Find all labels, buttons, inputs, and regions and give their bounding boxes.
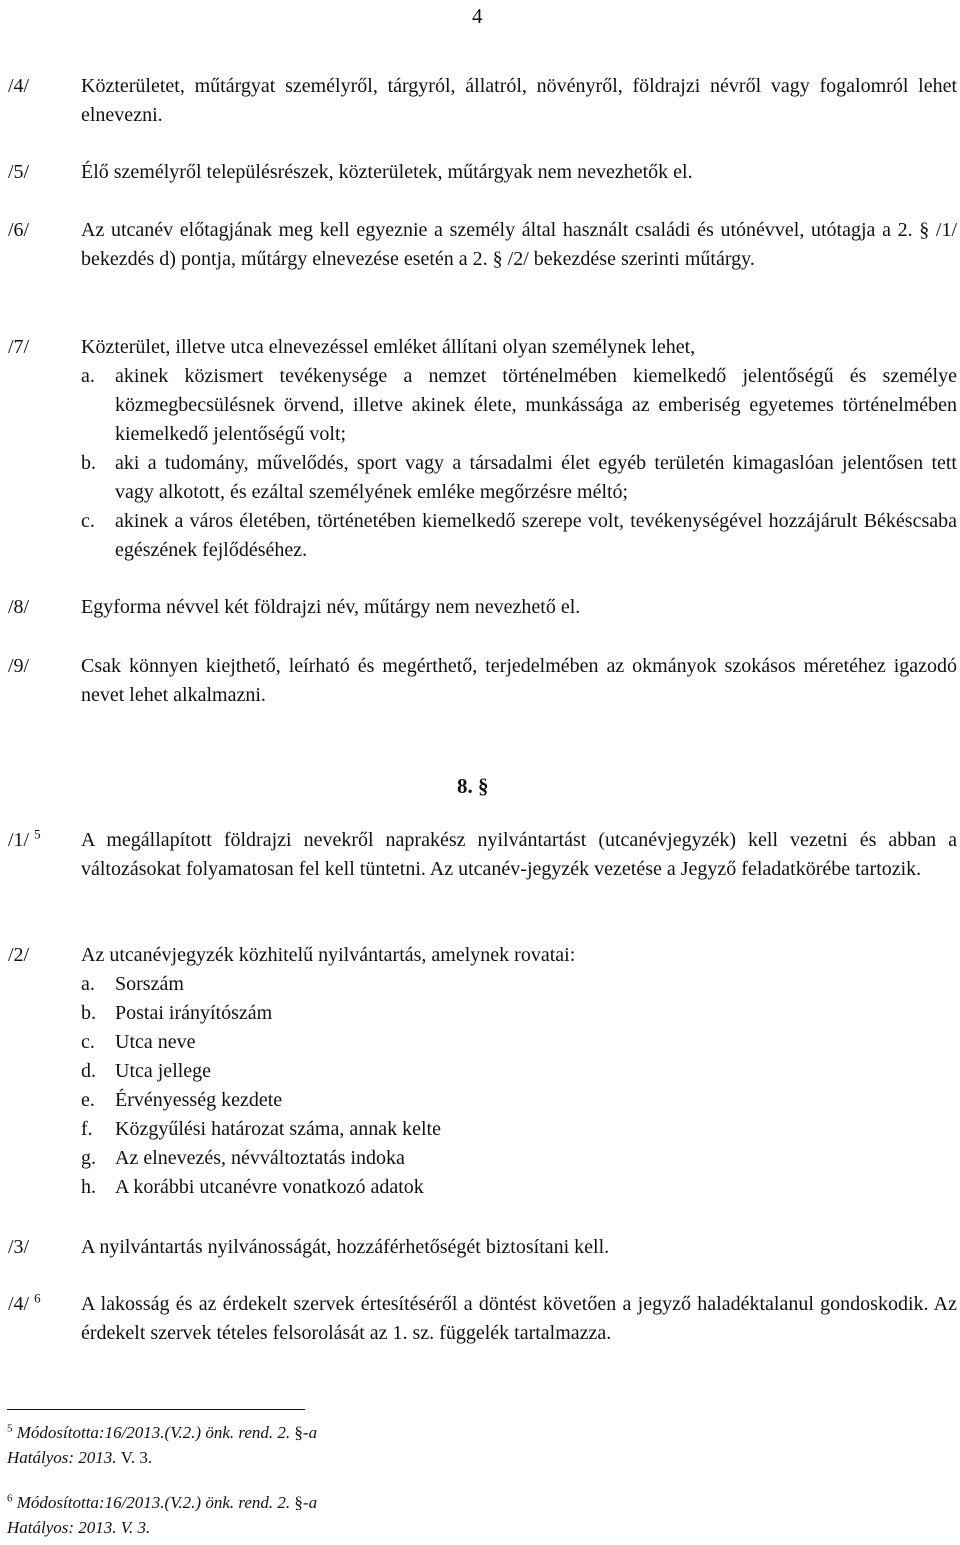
list-marker: f.: [81, 1118, 93, 1140]
list-item: [81, 1028, 957, 1057]
paragraph-text: Az utcanévjegyzék közhitelű nyilvántartás, amelynek rovatai:: [81, 944, 576, 966]
paragraph-body: [81, 941, 957, 1202]
footnote-line: Hatályos: 2013. V. 3.: [7, 1518, 151, 1537]
paragraph-label: /3/: [8, 1236, 30, 1258]
list-marker: g.: [81, 1147, 96, 1169]
list-item: [81, 1057, 957, 1086]
list-marker: d.: [81, 1060, 96, 1082]
section-number: 8.: [457, 774, 478, 798]
section-sign-icon: §: [294, 1493, 303, 1512]
footnote-5: [7, 1420, 317, 1470]
paragraph-text: Egyforma névvel két földrajzi név, műtárgy nem nevezhető el.: [81, 596, 581, 618]
footnote-reference: 6: [34, 1290, 41, 1306]
footnote-line: $^5$ Módosította:16/2013.(V.2.) önk. rend. 2. §-a: [7, 1422, 318, 1442]
list-item-text: Utca jellege: [115, 1060, 212, 1082]
paragraph-label: /8/: [8, 596, 30, 618]
list-item-text: Közgyűlési határozat száma, annak kelte: [115, 1118, 441, 1140]
paragraph-label: /1/ $^5$: [8, 826, 41, 851]
paragraph-text: Közterületet, műtárgyat személyről, tárgyról, állatról, növényről, földrajzi névről vagy fogalomról lehet elnevezni.: [81, 75, 957, 126]
footnote-number: 5: [7, 1422, 13, 1435]
list-item-text: Sorszám: [115, 973, 184, 995]
list-item: [81, 449, 957, 507]
list-item: [81, 1115, 957, 1144]
paragraph-text: Közterület, illetve utca elnevezéssel emléket állítani olyan személynek lehet,: [81, 336, 696, 358]
list-item-text: Postai irányítószám: [115, 1002, 273, 1024]
paragraph-text: Élő személyről településrészek, közterületek, műtárgyak nem nevezhetők el.: [81, 161, 693, 183]
list-marker: a.: [81, 365, 95, 387]
footnote-line: $^6$ Módosította:16/2013.(V.2.) önk. rend. 2. §-a: [7, 1492, 318, 1512]
list-item: [81, 970, 957, 999]
list-marker: b.: [81, 1002, 96, 1024]
paragraph-text: A megállapított földrajzi nevekről naprakész nyilvántartást (utcanévjegyzék) kell vezetni és abban a változásokat folyamatosan fel kell tüntetni. Az utcanév-jegyzék vezetése a Jegyző feladatkörébe tartozik.: [81, 829, 957, 880]
paragraph-label: /9/: [8, 655, 30, 677]
list-item: [81, 1086, 957, 1115]
paragraph-text: A lakosság és az érdekelt szervek értesítéséről a döntést követően a jegyző haladéktalanul gondoskodik. Az érdekelt szervek tételes felsorolását az 1. sz. függelék tartalmazza.: [81, 1293, 957, 1344]
footnote-6: [7, 1490, 317, 1540]
list-marker: a.: [81, 973, 95, 995]
paragraph-label: /7/: [8, 336, 30, 358]
section-sign-icon: §: [294, 1423, 303, 1442]
footnote-line: Hatályos: 2013. V. 3.: [7, 1448, 153, 1467]
footnote-number: 6: [7, 1492, 13, 1505]
list-item-text: A korábbi utcanévre vonatkozó adatok: [115, 1176, 424, 1198]
list-marker: h.: [81, 1176, 96, 1198]
paragraph-label: /2/: [8, 944, 30, 966]
list-item: [81, 1144, 957, 1173]
paragraph-text: A nyilvántartás nyilvánosságát, hozzáférhetőségét biztosítani kell.: [81, 1236, 610, 1258]
list-item: [81, 999, 957, 1028]
page-number: 4: [472, 4, 483, 28]
list-item: [81, 507, 957, 565]
paragraph-label: /4/ $^6$: [8, 1290, 41, 1315]
list-marker: c.: [81, 1031, 95, 1053]
paragraph-body: [81, 333, 957, 565]
section-sign-icon: §: [478, 774, 489, 798]
footnote-separator: [7, 1409, 305, 1410]
list-item: [81, 362, 957, 449]
list-item-text: Érvényesség kezdete: [115, 1089, 283, 1111]
list-item-text: Utca neve: [115, 1031, 196, 1053]
paragraph-text: Csak könnyen kiejthető, leírható és megérthető, terjedelmében az okmányok szokásos méretéhez igazodó nevet lehet alkalmazni.: [81, 655, 957, 706]
list-item-text: Az elnevezés, névváltoztatás indoka: [115, 1147, 405, 1169]
list-marker: b.: [81, 452, 96, 474]
paragraph-label: /4/: [8, 75, 30, 97]
paragraph-text: Az utcanév előtagjának meg kell egyeznie a személy által használt családi és utónévvel, utótagja a 2. § /1/ bekezdés d) pontja, műtárgy elnevezése esetén a 2. § /2/ bekezdése szerinti műtárgy.: [81, 219, 957, 270]
list-item-text: akinek a város életében, történetében kiemelkedő szerepe volt, tevékenységével hozzájárult Békéscsaba egészének fejlődéséhez.: [115, 510, 957, 561]
list-item-text: akinek közismert tevékenysége a nemzet történelmében kiemelkedő jelentőségű és személye közmegbecsülésnek örvend, illetve akinek élete, munkássága az emberiség egyetemes történelmében kiemelkedő jelentőségű volt;: [115, 365, 957, 445]
list-marker: e.: [81, 1089, 95, 1111]
list-item: [81, 1173, 957, 1202]
list-marker: c.: [81, 510, 95, 532]
footnote-reference: 5: [34, 826, 41, 842]
paragraph-label: /6/: [8, 219, 30, 241]
list-item-text: aki a tudomány, művelődés, sport vagy a társadalmi élet egyéb területén kimagaslóan jelentősen tett vagy alkotott, és ezáltal személyének emléke megőrzésre méltó;: [115, 452, 957, 503]
paragraph-label: /5/: [8, 161, 30, 183]
section-heading: [457, 772, 489, 801]
